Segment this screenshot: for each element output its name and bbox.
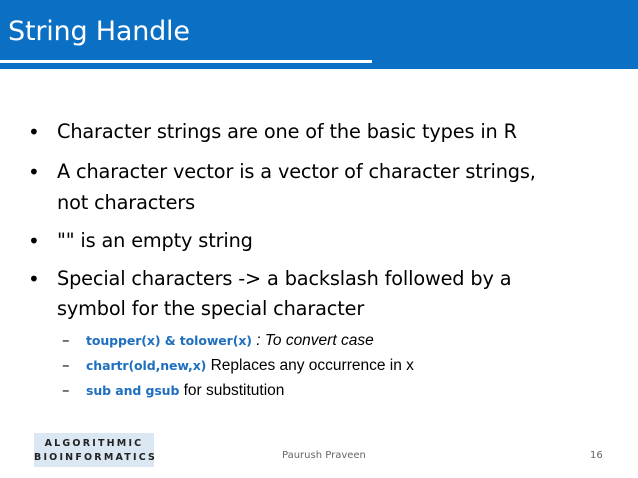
sub-bullet-marker: – (62, 381, 70, 399)
bullet-marker: • (28, 160, 40, 184)
bullet-marker: • (28, 229, 40, 253)
logo (34, 433, 158, 467)
sub-bullet-marker: – (62, 356, 70, 374)
function-name: toupper(x) & tolower(x) (86, 333, 252, 348)
bullet-text-continued: not characters (57, 191, 195, 214)
logo-line-1: ALGORITHMIC (44, 438, 144, 449)
sub-bullet (86, 381, 284, 400)
bullet-text: Character strings are one of the basic types in R (57, 120, 517, 143)
bullet-text-continued: symbol for the special character (57, 297, 365, 320)
slide-title: String Handle (8, 16, 190, 47)
function-name: chartr(old,new,x) (86, 358, 207, 373)
bullet-marker: • (28, 267, 40, 291)
footer-author: Paurush Praveen (282, 450, 366, 461)
sub-bullet-marker: – (62, 331, 70, 349)
function-description: : To convert case (251, 332, 374, 349)
function-name: sub and gsub (86, 383, 180, 398)
sub-bullet (86, 356, 414, 375)
bullet-marker: • (28, 120, 40, 144)
page-number: 16 (590, 450, 603, 461)
title-bar (0, 0, 638, 69)
title-underline (0, 60, 372, 63)
bullet-text: "" is an empty string (57, 229, 253, 252)
sub-bullet (86, 331, 374, 350)
bullet-text: A character vector is a vector of character strings, (57, 160, 536, 183)
function-description: Replaces any occurrence in x (206, 357, 414, 374)
function-description: for substitution (179, 382, 285, 399)
bullet-text: Special characters -> a backslash followed by a (57, 267, 512, 290)
logo-line-2: BIOINFORMATICS (34, 452, 158, 463)
